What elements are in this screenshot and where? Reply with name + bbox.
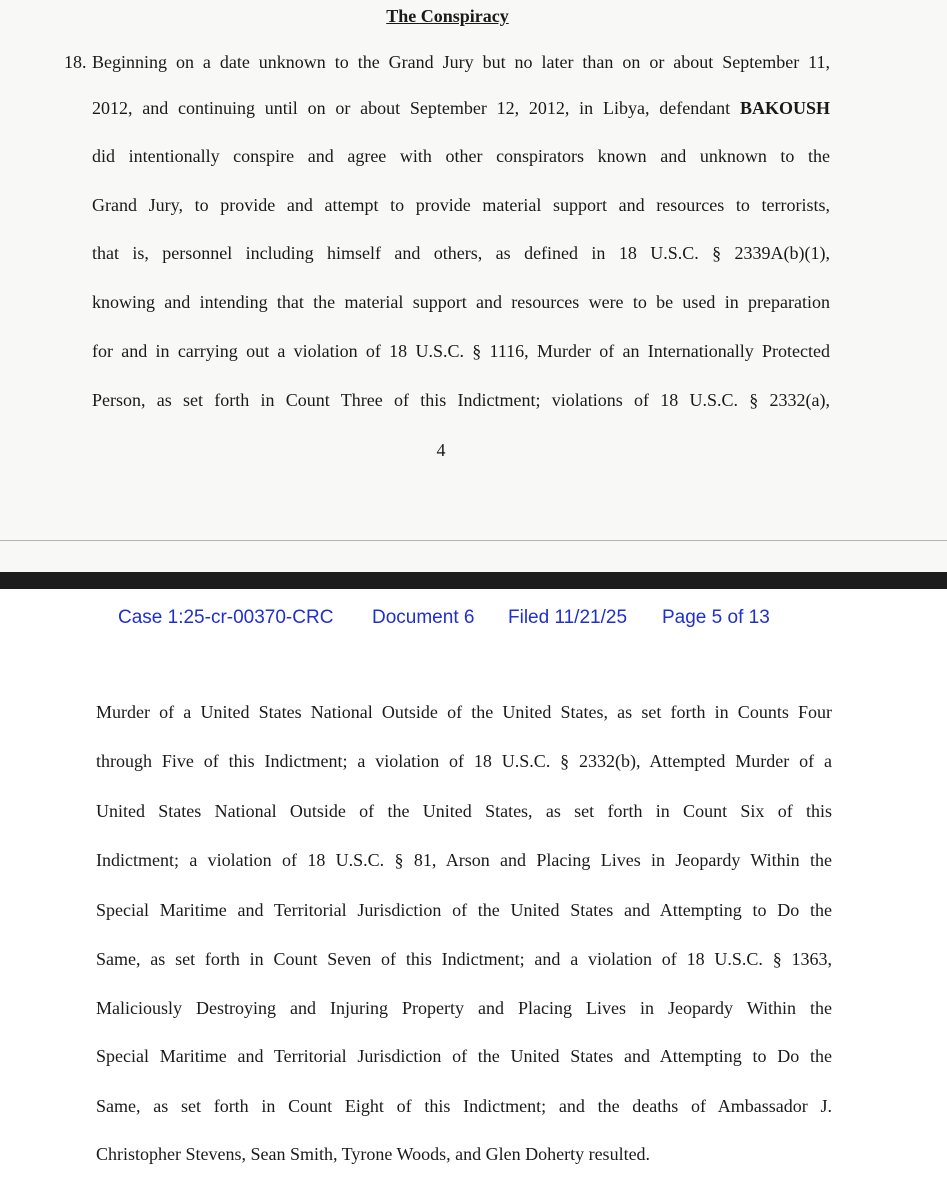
paragraph-line: Same, as set forth in Count Seven of this Indictment; and a violation of 18 U.S.C. § 1363, <box>96 949 832 969</box>
paragraph-line: did intentionally conspire and agree with other conspirators known and unknown to the <box>92 146 830 166</box>
previous-page-bottom <box>0 0 947 572</box>
paragraph-line: Beginning on a date unknown to the Grand Jury but no later than on or about September 11, <box>92 52 830 72</box>
paragraph-line: United States National Outside of the United States, as set forth in Count Six of this <box>96 801 832 821</box>
paragraph-line: for and in carrying out a violation of 18 U.S.C. § 1116, Murder of an Internationally Protected <box>92 341 830 361</box>
defendant-name: BAKOUSH <box>739 98 830 118</box>
paragraph-number: 18. <box>64 52 87 72</box>
paragraph-line: Murder of a United States National Outside of the United States, as set forth in Counts Four <box>96 702 832 722</box>
paragraph-line: Person, as set forth in Count Three of this Indictment; violations of 18 U.S.C. § 2332(a), <box>92 390 830 410</box>
case-number: Case 1:25-cr-00370-CRC <box>118 607 334 628</box>
paragraph-line: Christopher Stevens, Sean Smith, Tyrone Woods, and Glen Doherty resulted. <box>96 1144 651 1164</box>
paragraph-line: Maliciously Destroying and Injuring Property and Placing Lives in Jeopardy Within the <box>96 998 832 1018</box>
paragraph-line: through Five of this Indictment; a violation of 18 U.S.C. § 2332(b), Attempted Murder of a <box>96 751 832 771</box>
paragraph-line: Special Maritime and Territorial Jurisdiction of the United States and Attempting to Do the <box>96 900 832 920</box>
page-number: 4 <box>436 440 446 460</box>
document-number: Document 6 <box>372 607 475 628</box>
paragraph-line: Indictment; a violation of 18 U.S.C. § 81, Arson and Placing Lives in Jeopardy Within the <box>96 850 832 870</box>
section-heading: The Conspiracy <box>386 6 509 26</box>
paragraph-line: Grand Jury, to provide and attempt to provide material support and resources to terrorists, <box>92 195 830 215</box>
paragraph-line: that is, personnel including himself and others, as defined in 18 U.S.C. § 2339A(b)(1), <box>92 243 830 263</box>
paragraph-line: Special Maritime and Territorial Jurisdiction of the United States and Attempting to Do the <box>96 1046 832 1066</box>
paragraph-line: Same, as set forth in Count Eight of this Indictment; and the deaths of Ambassador J. <box>96 1096 832 1116</box>
page-edge-line <box>0 540 947 541</box>
paragraph-line: knowing and intending that the material support and resources were to be used in preparation <box>92 292 830 312</box>
paragraph-line: 2012, and continuing until on or about September 12, 2012, in Libya, defendant BAKOUSH <box>92 98 830 118</box>
page-count: Page 5 of 13 <box>662 607 770 628</box>
page-separator <box>0 572 947 589</box>
filed-date: Filed 11/21/25 <box>508 607 628 628</box>
